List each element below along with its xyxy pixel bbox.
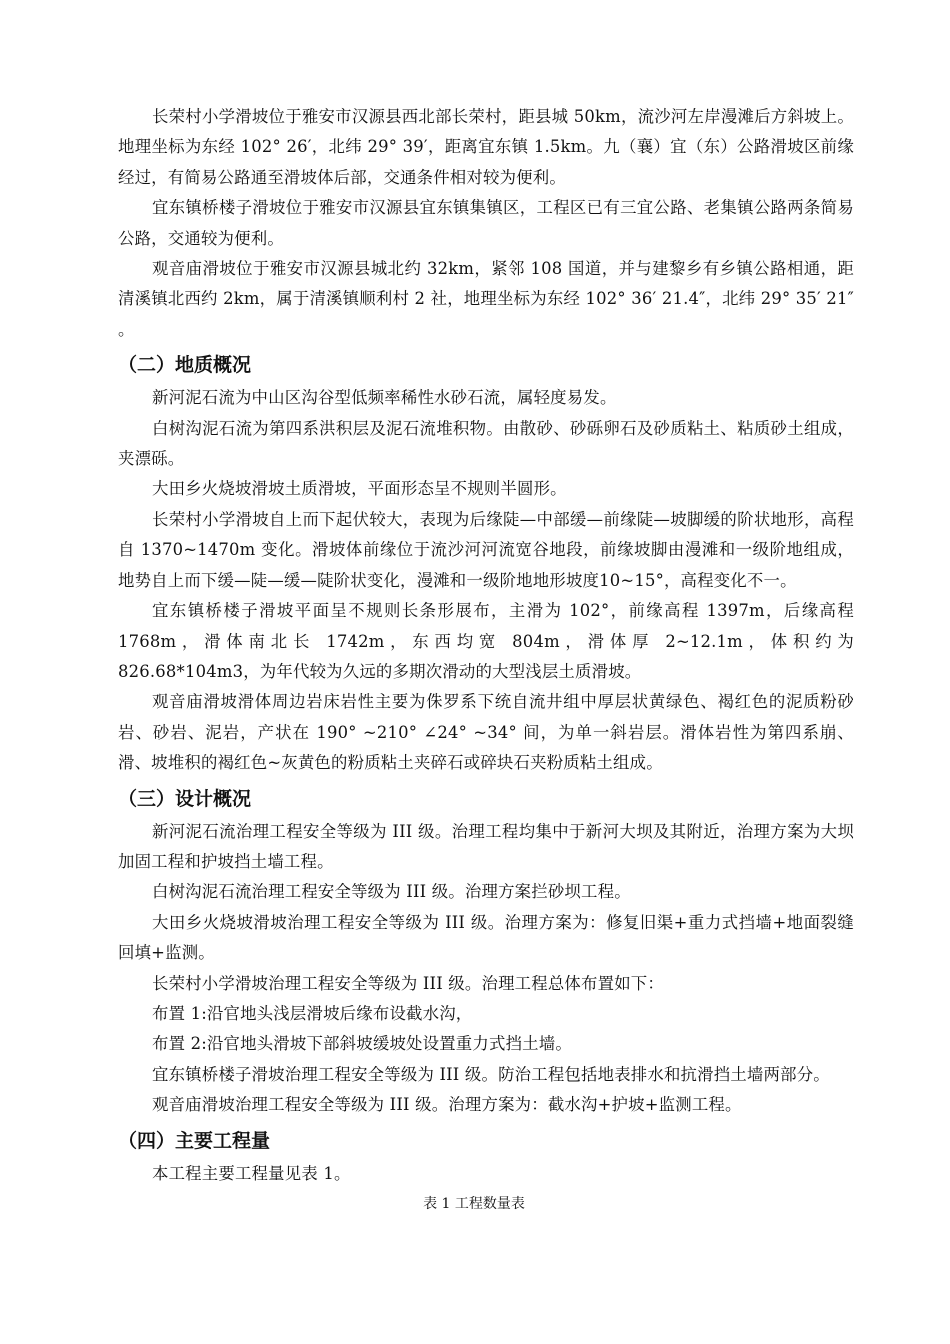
section-heading-quantities: （四）主要工程量 [118, 1129, 271, 1152]
body-paragraph: 布置 2:沿官地头滑坡下部斜坡缓坡处设置重力式挡土墙。 [152, 1034, 572, 1054]
body-paragraph: 新河泥石流为中山区沟谷型低频率稀性水砂石流，属轻度易发。 [152, 388, 617, 408]
body-paragraph: 观音庙滑坡滑体周边岩床岩性主要为侏罗系下统自流井组中厚层状黄绿色、褐红色的泥质粉砂岩、砂岩、泥岩，产状在 190° ~210° ∠24° ~34° 间，为单一斜岩层。滑体岩性为第四系崩、滑、坡堆积的褐红色~灰黄色的粉质粘土夹碎石或碎块石夹粉质粘土组成。 [118, 692, 854, 773]
body-paragraph: 白树沟泥石流为第四系洪积层及泥石流堆积物。由散砂、砂砾卵石及砂质粘土、粘质砂土组成，夹漂砾。 [118, 418, 854, 469]
body-paragraph: 宜东镇桥楼子滑坡平面呈不规则长条形展布，主滑为 102°，前缘高程 1397m，后缘高程 1768m，滑体南北长 1742m，东西均宽 804m，滑体厚 2~12.1m，体积约为 826.68*104m3，为年代较为久远的多期次滑动的大型浅层土质滑坡。 [118, 601, 854, 681]
body-paragraph: 长荣村小学滑坡治理工程安全等级为 III 级。治理工程总体布置如下： [152, 973, 664, 993]
body-paragraph: 观音庙滑坡位于雅安市汉源县城北约 32km，紧邻 108 国道，并与建黎乡有乡镇公路相通，距清溪镇北西约 2km，属于清溪镇顺利村 2 社，地理坐标为东经 102° 36′ 21.4″，北纬 29° 35′ 21″ 。 [118, 259, 854, 339]
body-paragraph: 布置 1:沿官地头浅层滑坡后缘布设截水沟， [152, 1003, 473, 1023]
body-paragraph: 观音庙滑坡治理工程安全等级为 III 级。治理方案为：截水沟+护坡+监测工程。 [152, 1095, 742, 1115]
body-paragraph: 新河泥石流治理工程安全等级为 III 级。治理工程均集中于新河大坝及其附近，治理方案为大坝加固工程和护坡挡土墙工程。 [118, 821, 854, 871]
body-paragraph: 大田乡火烧坡滑坡治理工程安全等级为 III 级。治理方案为：修复旧渠+重力式挡墙+地面裂缝回填+监测。 [118, 912, 854, 963]
body-paragraph: 宜东镇桥楼子滑坡治理工程安全等级为 III 级。防治工程包括地表排水和抗滑挡土墙两部分。 [152, 1064, 830, 1084]
body-paragraph: 白树沟泥石流治理工程安全等级为 III 级。治理方案拦砂坝工程。 [152, 882, 631, 902]
body-paragraph: 本工程主要工程量见表 1。 [152, 1163, 351, 1183]
body-paragraph: 宜东镇桥楼子滑坡位于雅安市汉源县宜东镇集镇区，工程区已有三宜公路、老集镇公路两条简易公路，交通较为便利。 [118, 198, 854, 248]
table-caption: 表 1 工程数量表 [423, 1196, 525, 1212]
body-paragraph: 长荣村小学滑坡自上而下起伏较大，表现为后缘陡—中部缓—前缘陡—坡脚缓的阶状地形，高程自 1370~1470m 变化。滑坡体前缘位于流沙河河流宽谷地段，前缘坡脚由漫滩和一级阶地组成，地势自上而下缓—陡—缓—陡阶状变化，漫滩和一级阶地地形坡度10~15°，高程变化不一。 [118, 509, 854, 590]
section-heading-geology: （二）地质概况 [118, 354, 252, 377]
section-heading-design: （三）设计概况 [118, 787, 252, 810]
body-paragraph: 大田乡火烧坡滑坡土质滑坡，平面形态呈不规则半圆形。 [152, 479, 567, 499]
body-paragraph: 长荣村小学滑坡位于雅安市汉源县西北部长荣村，距县城 50km，流沙河左岸漫滩后方斜坡上。地理坐标为东经 102° 26′，北纬 29° 39′，距离宜东镇 1.5km。九（襄）宜（东）公路滑坡区前缘经过，有简易公路通至滑坡体后部，交通条件相对较为便利。 [118, 107, 854, 187]
document-page [118, 102, 854, 1217]
